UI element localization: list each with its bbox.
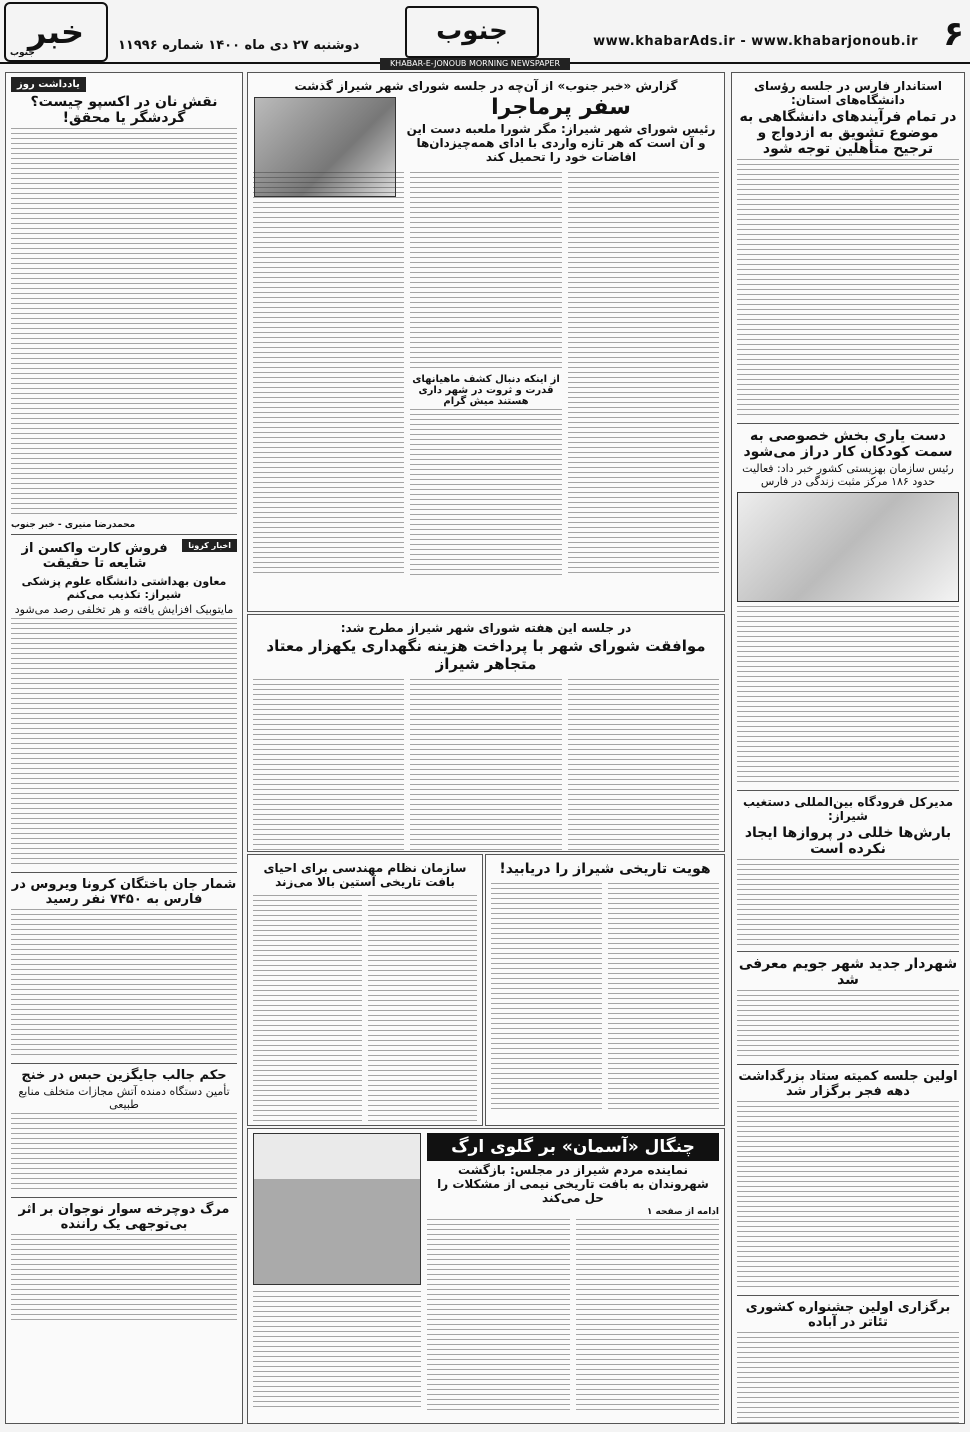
page-number: ۶ — [943, 14, 964, 54]
story2-photo — [737, 492, 959, 602]
opinion-author: محمدرضا منیری - خبر جنوب — [11, 520, 136, 530]
vaccine-body — [11, 618, 237, 868]
story-council — [247, 614, 725, 852]
cyclist-title[interactable]: مرگ دوچرخه سوار نوجوان بر اثر بی‌توجهی یک راننده — [18, 1202, 230, 1232]
khonj-body — [11, 1113, 237, 1193]
lead-title[interactable]: سفر پرماجرا — [491, 95, 631, 120]
arg-photo — [253, 1133, 421, 1285]
council-body-col1 — [568, 679, 719, 852]
story5-title[interactable]: اولین جلسه کمیته ستاد بزرگداشت دهه فجر برگزار شد — [738, 1069, 958, 1099]
story3-body — [737, 859, 959, 947]
story6-title[interactable]: برگزاری اولین جشنواره کشوری تئاتر در آباده — [745, 1300, 951, 1330]
masthead — [0, 0, 970, 64]
story3-kicker: مدیرکل فرودگاه بین‌المللی دستغیب شیراز: — [742, 795, 954, 823]
council-title[interactable]: موافقت شورای شهر با پرداخت هزینه نگهداری یکهزار معتاد متجاهر شیراز — [266, 637, 706, 673]
story1-body — [737, 159, 959, 419]
story-arg — [247, 1128, 725, 1424]
issue-date: دوشنبه ۲۷ دی ماه ۱۴۰۰ شماره ۱۱۹۹۶ — [118, 38, 360, 53]
lead-body-col1 — [568, 172, 719, 577]
council-body-col3 — [253, 679, 404, 852]
header-banner: KHABAR-E-JONOUB MORNING NEWSPAPER — [380, 58, 570, 70]
opinion-body — [11, 128, 237, 518]
right-column — [731, 72, 965, 1424]
arg-subtitle: نماینده مردم شیراز در مجلس: بازگشت شهروندان به بافت تاریخی نیمی از مشکلات را حل می‌کند — [437, 1163, 709, 1205]
lead-body-col2 — [410, 172, 561, 372]
story2-subtitle: رئیس سازمان بهزیستی کشور خبر داد: فعالیت حدود ۱۸۶ مرکز مثبت زندگی در فارس — [742, 462, 954, 488]
story4-body — [737, 990, 959, 1060]
cyclist-body — [11, 1234, 237, 1324]
story3-title[interactable]: بارش‌ها خللی در پروازها ایجاد نکرده است — [744, 825, 952, 857]
section-title: جنوب — [405, 6, 539, 58]
corona-tag: اخبار کرونا — [182, 539, 237, 552]
logo-subtext: جنوب — [10, 48, 35, 58]
newspaper-logo — [4, 2, 108, 62]
vaccine-subtitle2: مایتوبیک افزایش یافته و هر تخلفی رصد می‌شود — [14, 603, 234, 616]
story1-title[interactable]: در تمام فرآیندهای دانشگاهی به موضوع تشویق به ازدواج و ترجیح متأهلین توجه شود — [739, 109, 957, 157]
left-column — [5, 72, 243, 1424]
vaccine-title[interactable]: فروش کارت واکسن از شایعه تا حقیقت — [21, 541, 168, 571]
arg-title[interactable]: چنگال «آسمان» بر گلوی ارگ — [427, 1133, 719, 1161]
logo-text: خبر — [27, 13, 85, 51]
story-identity — [485, 854, 725, 1126]
lead-inline-head: از اینکه دنبال کشف ماهیانهای قدرت و ثروت در شهر داری هستند میش گرام — [412, 374, 560, 407]
opinion-title[interactable]: نقش نان در اکسپو چیست؟ گردشگر یا محقق! — [30, 94, 218, 126]
arg-body-col3 — [253, 1291, 421, 1411]
arg-body-col1 — [576, 1219, 719, 1414]
identity-body-col1 — [608, 883, 719, 1113]
identity-body-col2 — [491, 883, 602, 1113]
website-url[interactable]: www.khabarAds.ir - www.khabarjonoub.ir — [593, 34, 918, 49]
covid-deaths-title[interactable]: شمار جان باختگان کرونا ویروس در فارس به ۷۴۵۰ نفر رسید — [11, 877, 237, 907]
lead-story — [247, 72, 725, 612]
engineering-body-col1 — [368, 895, 477, 1121]
story2-body — [737, 606, 959, 786]
engineering-body-col2 — [253, 895, 362, 1121]
story1-kicker: استاندار فارس در جلسه رؤسای دانشگاه‌های استان: — [753, 79, 943, 107]
lead-kicker: گزارش «خبر جنوب» از آن‌چه در جلسه شورای شهر شیراز گذشت — [294, 79, 678, 93]
story-engineering — [247, 854, 483, 1126]
story5-body — [737, 1101, 959, 1291]
khonj-title[interactable]: حکم جالب جایگزین حبس در خنج — [21, 1068, 227, 1083]
story4-title[interactable]: شهردار جدید شهر جویم معرفی شد — [738, 956, 958, 988]
council-body-col2 — [410, 679, 561, 852]
lead-deck: رئیس شورای شهر شیراز: مگر شورا ملعبه دست این و آن است که هر تازه واردی با ادای همه‌چیزدان‌ها افاضات خود را تحمیل کند — [406, 122, 716, 164]
lead-body-col3 — [253, 172, 404, 577]
arg-body-col2 — [427, 1219, 570, 1414]
story6-body — [737, 1332, 959, 1424]
arg-continued: ادامه از صفحه ۱ — [646, 1207, 719, 1217]
identity-title[interactable]: هویت تاریخی شیراز را دریابید! — [499, 861, 711, 877]
engineering-title[interactable]: سازمان نظام مهندسی برای احیای بافت تاریخی آستین بالا می‌زند — [263, 861, 467, 889]
vaccine-subtitle: معاون بهداشتی دانشگاه علوم پزشکی شیراز: تکذیب می‌کنم — [21, 575, 227, 601]
covid-deaths-body — [11, 909, 237, 1059]
lead-body-col2b — [410, 409, 561, 579]
opinion-tag: یادداشت روز — [11, 77, 86, 92]
khonj-subtitle: تأمین دستگاه دمنده آتش مجازات متخلف منابع طبیعی — [18, 1085, 230, 1111]
council-kicker: در جلسه این هفته شورای شهر شیراز مطرح شد: — [340, 621, 632, 635]
story2-title[interactable]: دست یاری بخش خصوصی به سمت کودکان کار دراز می‌شود — [743, 428, 953, 460]
